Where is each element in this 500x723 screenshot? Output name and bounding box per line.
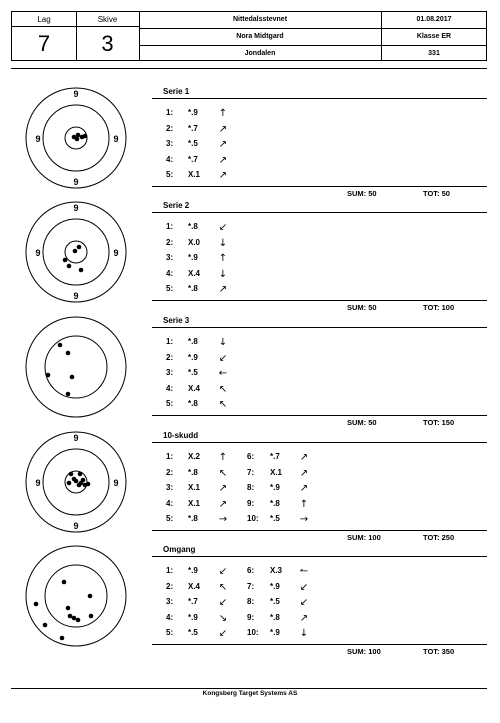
series-total: TOT: 50: [423, 189, 450, 198]
direction-arrow-icon: ↓: [218, 237, 228, 249]
shot-value: X.1: [188, 483, 201, 492]
direction-arrow-icon: ↑: [299, 498, 309, 510]
series-sum: SUM: 50: [347, 303, 377, 312]
direction-arrow-icon: ↗: [218, 498, 228, 510]
shot-number: 2:: [166, 467, 174, 477]
shot-number: 4:: [166, 268, 174, 278]
shot-mark: [34, 602, 39, 607]
ring-label: 9: [35, 248, 41, 258]
shot-value: X.3: [270, 566, 283, 575]
shot-mark: [69, 472, 74, 477]
shot-value: *.5: [188, 139, 198, 148]
direction-arrow-icon: ↙: [218, 566, 228, 577]
title-divider: [152, 212, 487, 213]
section-2: [0, 200, 500, 312]
shot-value: X.4: [188, 581, 201, 591]
shot-number: 1:: [166, 452, 174, 461]
series-sum: SUM: 50: [347, 418, 377, 427]
shot-value: *.9: [188, 612, 198, 622]
ring-label: 9: [113, 478, 119, 488]
direction-arrow-icon: ↙: [218, 222, 228, 233]
shot-value: X.4: [188, 268, 201, 278]
shot-value: *.7: [188, 123, 198, 133]
shot-mark: [88, 594, 93, 599]
direction-arrow-icon: ↗: [218, 154, 228, 166]
direction-arrow-icon: ←: [218, 368, 228, 379]
shot-value: *.9: [188, 566, 198, 575]
shot-value: *.9: [270, 581, 280, 591]
shot-mark: [68, 614, 73, 619]
target-diagram: [24, 430, 128, 534]
shot-number: 1:: [166, 108, 174, 117]
shot-number: 3:: [166, 483, 174, 492]
direction-arrow-icon: ↖: [218, 467, 228, 479]
direction-arrow-icon: ↓: [218, 337, 228, 348]
shot-value: X.1: [188, 498, 201, 508]
section-title: Serie 3: [163, 316, 190, 325]
title-divider: [152, 98, 487, 99]
shot-mark: [58, 343, 63, 348]
shot-mark: [73, 249, 78, 254]
shot-value: *.9: [270, 483, 280, 492]
shot-value: X.1: [270, 467, 283, 477]
shot-number: 1:: [166, 337, 174, 346]
club-name: Jondalen: [244, 50, 276, 57]
section-title: Serie 2: [163, 201, 190, 210]
lag-label: Lag: [37, 15, 51, 24]
shot-number: 3:: [166, 139, 174, 148]
shot-number: 5:: [166, 514, 174, 523]
section-5: [0, 544, 500, 656]
section-4: [0, 430, 500, 542]
shot-number: 1:: [166, 222, 174, 231]
shot-mark: [77, 245, 82, 250]
title-divider: [152, 327, 487, 328]
lag-value: 7: [37, 31, 51, 56]
shot-number: 10:: [247, 514, 259, 523]
shot-number: 5:: [166, 170, 174, 179]
shot-number: 9:: [247, 498, 255, 508]
direction-arrow-icon: ↓: [299, 628, 309, 639]
shot-value: X.0: [188, 237, 201, 247]
sum-divider: [152, 186, 487, 187]
direction-arrow-icon: ↗: [218, 139, 228, 150]
footer-text: Kongsberg Target Systems AS: [202, 690, 298, 697]
shot-value: *.9: [188, 253, 198, 262]
shot-value: *.8: [188, 467, 198, 477]
direction-arrow-icon: ↘: [218, 612, 228, 624]
shot-value: X.4: [188, 383, 201, 393]
direction-arrow-icon: ↗: [218, 284, 228, 295]
shot-number: 4:: [166, 383, 174, 393]
shooter-class: Klasse ER: [416, 33, 452, 40]
shot-number: 7:: [247, 581, 255, 591]
shot-number: 9:: [247, 612, 255, 622]
shot-value: *.5: [188, 628, 198, 637]
shot-number: 3:: [166, 253, 174, 262]
shot-value: *.8: [270, 612, 280, 622]
direction-arrow-icon: ↙: [218, 597, 228, 608]
section-title: 10-skudd: [163, 431, 199, 440]
ring-label: 9: [73, 521, 79, 531]
ring-label: 9: [73, 433, 79, 443]
sum-divider: [152, 530, 487, 531]
shot-number: 7:: [247, 467, 255, 477]
ring-label: 9: [73, 89, 79, 99]
shot-number: 6:: [247, 566, 255, 575]
series-total: TOT: 250: [423, 533, 455, 542]
sum-divider: [152, 415, 487, 416]
shot-number: 4:: [166, 154, 174, 164]
shot-value: *.9: [270, 628, 280, 637]
shot-mark: [67, 264, 72, 269]
skive-value: 3: [101, 31, 114, 56]
shot-number: 4:: [166, 612, 174, 622]
ring-label: 9: [73, 203, 79, 213]
shot-mark: [81, 478, 86, 483]
section-3: [0, 315, 500, 427]
shot-value: X.1: [188, 170, 201, 179]
direction-arrow-icon: ↗: [299, 612, 309, 624]
shot-mark: [72, 616, 77, 621]
shot-value: *.8: [188, 337, 198, 346]
shot-value: *.8: [188, 284, 198, 293]
shot-mark: [43, 623, 48, 628]
section-1: [0, 86, 500, 198]
shot-mark: [77, 483, 82, 488]
shot-number: 2:: [166, 123, 174, 133]
direction-arrow-icon: ↗: [299, 467, 309, 479]
shot-mark: [67, 481, 72, 486]
direction-arrow-icon: ↗: [218, 170, 228, 181]
shot-number: 3:: [166, 597, 174, 606]
shot-value: *.8: [270, 498, 280, 508]
target-diagram: [24, 86, 128, 190]
ring-label: 9: [73, 291, 79, 301]
shot-number: 5:: [166, 399, 174, 408]
section-title: Omgang: [163, 545, 196, 554]
series-sum: SUM: 100: [347, 647, 381, 656]
shot-value: *.7: [270, 452, 280, 461]
shot-mark: [75, 137, 80, 142]
shot-number: 3:: [166, 368, 174, 377]
ring-label: 9: [73, 177, 79, 187]
header-table: [11, 11, 487, 61]
target-diagram: [24, 544, 128, 648]
shooter-name: Nora Midtgard: [236, 33, 284, 40]
shot-value: *.5: [188, 368, 198, 377]
shot-number: 2:: [166, 237, 174, 247]
title-divider: [152, 442, 487, 443]
sum-divider: [152, 300, 487, 301]
direction-arrow-icon: →: [299, 514, 309, 525]
shot-number: 2:: [166, 352, 174, 362]
ring-label: 9: [113, 134, 119, 144]
shot-mark: [79, 268, 84, 273]
event-date: 01.08.2017: [416, 16, 452, 23]
target-diagram: [24, 315, 128, 419]
series-sum: SUM: 100: [347, 533, 381, 542]
shot-value: *.8: [188, 222, 198, 231]
shot-mark: [46, 373, 51, 378]
direction-arrow-icon: ↙: [218, 628, 228, 639]
target-diagram: [24, 200, 128, 304]
direction-arrow-icon: ↑: [218, 452, 228, 463]
shot-mark: [66, 392, 71, 397]
direction-arrow-icon: ↖: [218, 383, 228, 395]
shot-number: 8:: [247, 597, 255, 606]
shot-number: 10:: [247, 628, 259, 637]
header-divider: [11, 68, 487, 69]
shot-number: 5:: [166, 628, 174, 637]
sum-divider: [152, 644, 487, 645]
direction-arrow-icon: ↓: [218, 268, 228, 280]
shot-mark: [60, 636, 65, 641]
shooter-number: 331: [428, 50, 440, 57]
shot-mark: [76, 618, 81, 623]
shot-value: *.8: [188, 514, 198, 523]
direction-arrow-icon: ↗: [299, 452, 309, 463]
shot-value: *.5: [270, 597, 280, 606]
title-divider: [152, 556, 487, 557]
section-title: Serie 1: [163, 87, 190, 96]
shot-number: 8:: [247, 483, 255, 492]
ring-label: 9: [35, 478, 41, 488]
shot-mark: [63, 258, 68, 263]
series-total: TOT: 100: [423, 303, 455, 312]
event-name: Nittedalsstevnet: [232, 16, 288, 23]
footer-divider: [11, 688, 487, 689]
shot-mark: [62, 580, 67, 585]
skive-label: Skive: [97, 15, 118, 24]
direction-arrow-icon: ↗: [299, 483, 309, 494]
shot-number: 5:: [166, 284, 174, 293]
direction-arrow-icon: ↗: [218, 483, 228, 494]
direction-arrow-icon: ↼: [299, 566, 309, 577]
shot-value: *.9: [188, 108, 198, 117]
direction-arrow-icon: ↖: [218, 399, 228, 410]
shot-value: *.7: [188, 597, 198, 606]
ring-label: 9: [113, 248, 119, 258]
series-total: TOT: 350: [423, 647, 455, 656]
shot-mark: [78, 472, 83, 477]
target-ring: [26, 546, 126, 646]
shot-value: *.8: [188, 399, 198, 408]
direction-arrow-icon: ↙: [218, 352, 228, 364]
shot-value: X.2: [188, 452, 201, 461]
shot-value: *.7: [188, 154, 198, 164]
direction-arrow-icon: ↙: [299, 597, 309, 608]
series-sum: SUM: 50: [347, 189, 377, 198]
shot-value: *.5: [270, 514, 280, 523]
shot-mark: [76, 133, 81, 138]
shot-mark: [66, 351, 71, 356]
series-total: TOT: 150: [423, 418, 455, 427]
shot-mark: [72, 477, 77, 482]
direction-arrow-icon: ↑: [218, 253, 228, 264]
shot-number: 4:: [166, 498, 174, 508]
shot-mark: [66, 606, 71, 611]
direction-arrow-icon: ↖: [218, 581, 228, 593]
target-ring: [26, 317, 126, 417]
direction-arrow-icon: ↑: [218, 108, 228, 119]
target-ring: [45, 336, 107, 398]
direction-arrow-icon: ↗: [218, 123, 228, 135]
shot-number: 1:: [166, 566, 174, 575]
shot-mark: [89, 614, 94, 619]
direction-arrow-icon: ↙: [299, 581, 309, 593]
shot-number: 6:: [247, 452, 255, 461]
shot-value: *.9: [188, 352, 198, 362]
shot-mark: [70, 375, 75, 380]
shot-number: 2:: [166, 581, 174, 591]
direction-arrow-icon: →: [218, 514, 228, 525]
shot-mark: [83, 134, 88, 139]
shot-mark: [86, 482, 91, 487]
ring-label: 9: [35, 134, 41, 144]
